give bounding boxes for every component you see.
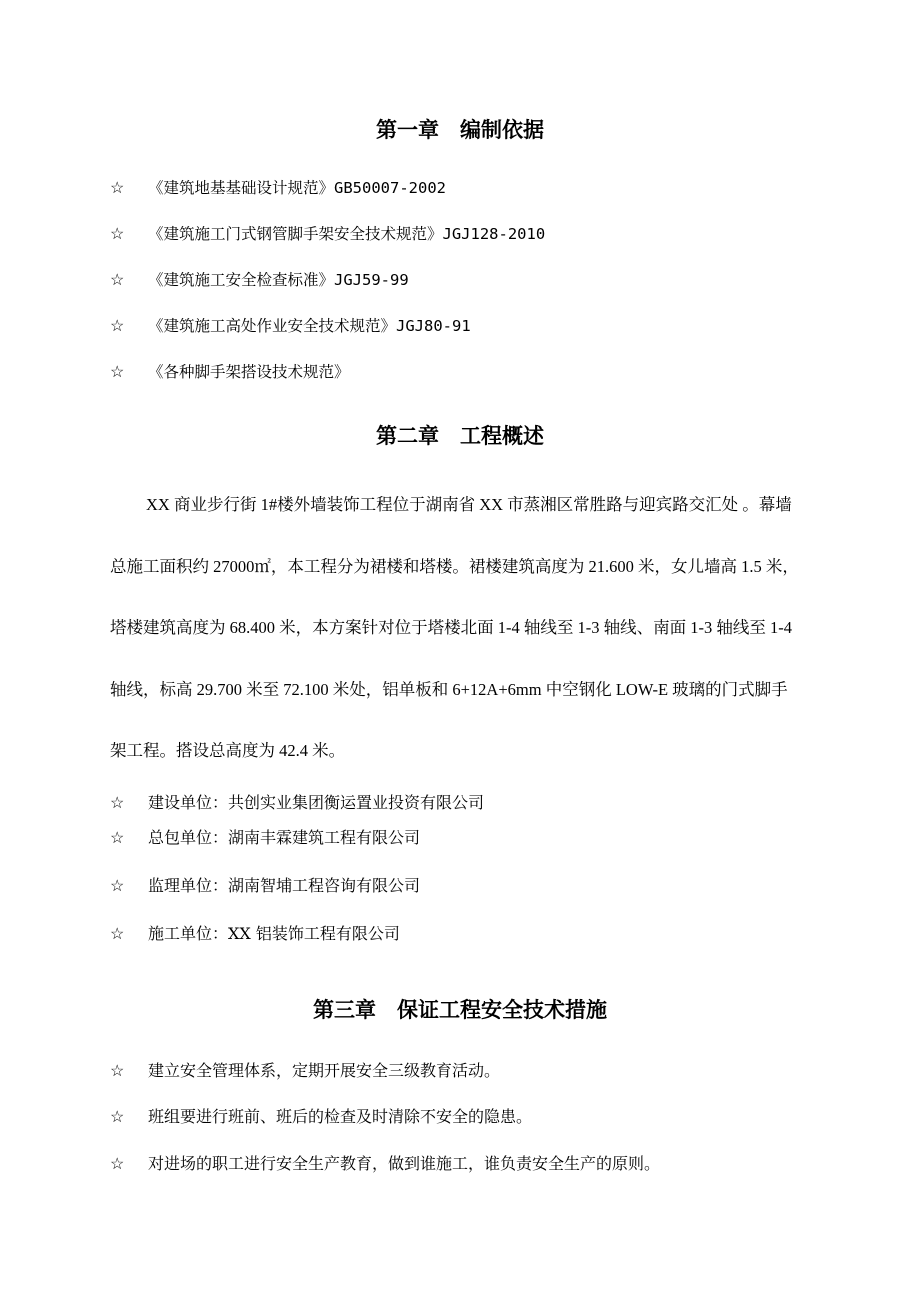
paragraph-line: 轴线，标高 29.700 米至 72.100 米处，铝单板和 6+12A+6mm 中空钢化 LOW-E 玻璃的门式脚手	[110, 680, 788, 699]
star-bullet-icon: ☆	[110, 224, 125, 243]
star-bullet-icon: ☆	[110, 178, 125, 197]
paragraph-line: 塔楼建筑高度为 68.400 米，本方案针对位于塔楼北面 1-4 轴线至 1-3 轴线、南面 1-3 轴线至 1-4	[110, 618, 792, 637]
unit-item: ☆ 总包单位：湖南丰霖建筑工程有限公司	[110, 828, 421, 847]
measure-item: ☆ 对进场的职工进行安全生产教育，做到谁施工，谁负责安全生产的原则。	[110, 1154, 661, 1173]
star-bullet-icon: ☆	[110, 924, 125, 943]
star-bullet-icon: ☆	[110, 876, 125, 895]
chapter-3-title: 第三章 保证工程安全技术措施	[313, 998, 607, 1022]
reference-item: ☆ 《建筑施工高处作业安全技术规范》JGJ80-91	[110, 316, 471, 335]
star-bullet-icon: ☆	[110, 1107, 125, 1126]
paragraph-line: 总施工面积约 27000㎡，本工程分为裙楼和塔楼。裙楼建筑高度为 21.600 米，女儿墙高 1.5 米，	[110, 557, 799, 576]
reference-item: ☆ 《建筑地基基础设计规范》GB50007-2002	[110, 178, 446, 197]
reference-item: ☆ 《建筑施工门式钢管脚手架安全技术规范》JGJ128-2010	[110, 224, 546, 243]
chapter-2-title: 第二章 工程概述	[376, 424, 544, 448]
chapter-1-title: 第一章 编制依据	[376, 118, 544, 142]
unit-item: ☆ 监理单位：湖南智埔工程咨询有限公司	[110, 876, 421, 895]
reference-item: ☆ 《各种脚手架搭设技术规范》	[110, 362, 350, 381]
star-bullet-icon: ☆	[110, 316, 125, 335]
unit-item: ☆ 施工单位：XX 铝装饰工程有限公司	[110, 924, 400, 943]
paragraph-line: XX 商业步行街 1#楼外墙装饰工程位于湖南省 XX 市蒸湘区常胜路与迎宾路交汇处 。幕墙	[146, 495, 792, 514]
star-bullet-icon: ☆	[110, 828, 125, 847]
star-bullet-icon: ☆	[110, 270, 125, 289]
unit-item: ☆ 建设单位：共创实业集团衡运置业投资有限公司	[110, 793, 485, 812]
measure-item: ☆ 建立安全管理体系，定期开展安全三级教育活动。	[110, 1061, 501, 1080]
star-bullet-icon: ☆	[110, 1154, 125, 1173]
measure-item: ☆ 班组要进行班前、班后的检查及时清除不安全的隐患。	[110, 1107, 533, 1126]
star-bullet-icon: ☆	[110, 362, 125, 381]
paragraph-line: 架工程。搭设总高度为 42.4 米。	[110, 741, 346, 760]
star-bullet-icon: ☆	[110, 793, 125, 812]
star-bullet-icon: ☆	[110, 1061, 125, 1080]
reference-item: ☆ 《建筑施工安全检查标准》JGJ59-99	[110, 270, 409, 289]
